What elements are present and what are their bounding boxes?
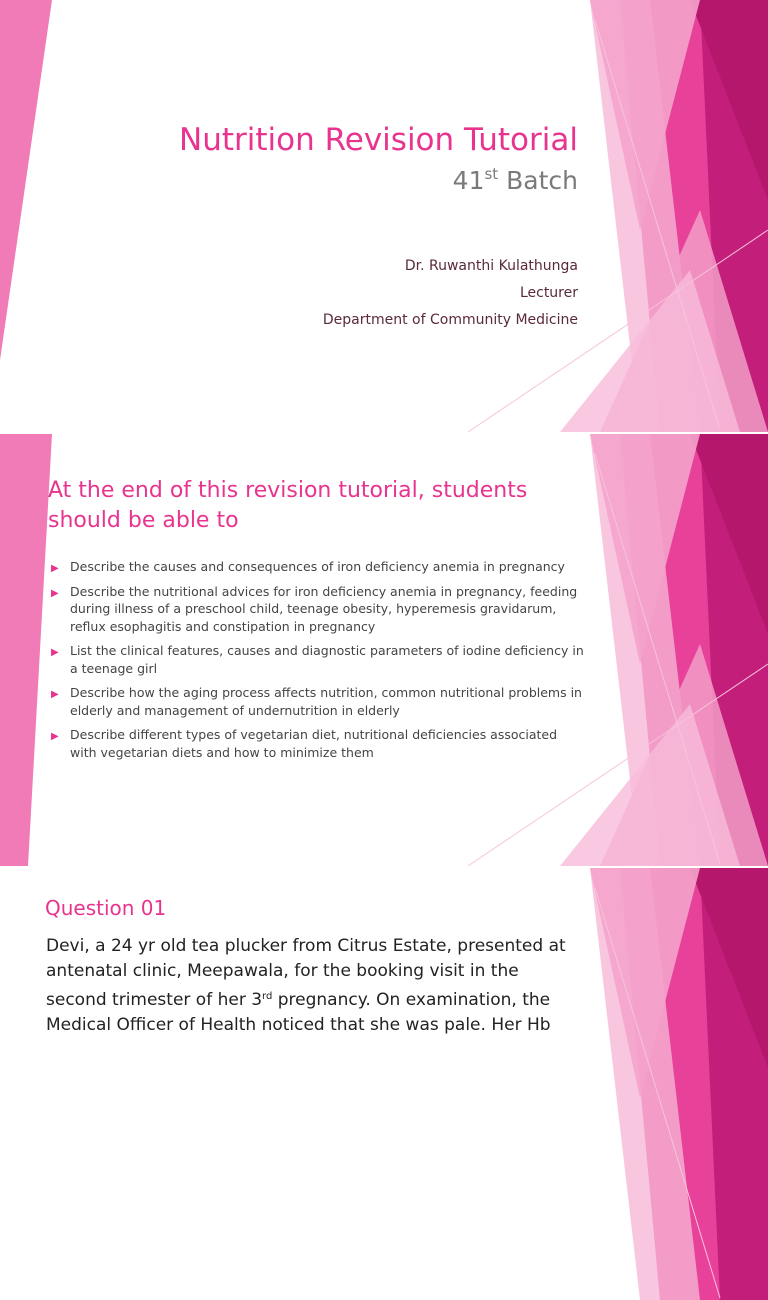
slide-divider xyxy=(0,432,768,434)
objectives-slide xyxy=(0,434,768,866)
objective-text: Describe the nutritional advices for iron deficiency anemia in pregnancy, feeding during illness of a preschool child, teenage obesity, hyperemesis gravidarum, reflux esophagitis and constipation in pregnancy xyxy=(70,583,578,634)
list-item xyxy=(50,583,585,636)
arrow-right-icon: ▶ xyxy=(51,563,59,574)
arrow-right-icon: ▶ xyxy=(51,647,59,658)
author-name: Dr. Ruwanthi Kulathunga xyxy=(404,258,578,274)
question-slide xyxy=(0,868,768,1035)
author-role: Lecturer xyxy=(519,285,578,301)
arrow-right-icon: ▶ xyxy=(51,587,59,599)
batch-number: 41 xyxy=(452,166,485,195)
slide-divider xyxy=(0,866,768,868)
question-heading: Question 01 xyxy=(45,896,167,920)
objective-text: Describe the causes and consequences of iron deficiency anemia in pregnancy xyxy=(70,559,565,574)
arrow-right-icon: ▶ xyxy=(51,731,59,742)
batch-subtitle xyxy=(453,165,578,195)
objectives-list xyxy=(50,558,585,768)
batch-label: Batch xyxy=(498,166,578,195)
list-item xyxy=(50,558,585,576)
objective-text: Describe different types of vegetarian diet, nutritional deficiencies associated with vegetarian diets and how to minimize them xyxy=(70,727,558,760)
objective-text: List the clinical features, causes and diagnostic parameters of iodine deficiency in a teenage girl xyxy=(70,643,584,676)
presentation-title: Nutrition Revision Tutorial xyxy=(179,122,578,158)
objectives-heading: At the end of this revision tutorial, students should be able to xyxy=(48,478,528,533)
list-item xyxy=(50,642,585,677)
question-text-part1: Devi, a 24 yr old tea plucker from Citrus Estate, presented at antenatal clinic, Meepawala, for the booking visit in the second trimester of her 3 xyxy=(46,936,566,1010)
arrow-right-icon: ▶ xyxy=(51,689,59,700)
author-department: Department of Community Medicine xyxy=(322,312,578,328)
batch-ordinal-suffix: st xyxy=(484,165,499,183)
objective-text: Describe how the aging process affects nutrition, common nutritional problems in elderly and management of undernutrition in elderly xyxy=(70,685,582,718)
list-item xyxy=(50,726,585,761)
question-text xyxy=(46,934,571,1038)
list-item xyxy=(50,684,585,719)
title-slide xyxy=(0,0,768,432)
ordinal-suffix: rd xyxy=(262,991,273,1002)
slide-decoration xyxy=(0,0,768,432)
slide-decoration xyxy=(0,868,768,1300)
question-text-part2: pregnancy. On examination, the Medical Officer of Health noticed that she was pale. Her Hb xyxy=(46,990,551,1035)
